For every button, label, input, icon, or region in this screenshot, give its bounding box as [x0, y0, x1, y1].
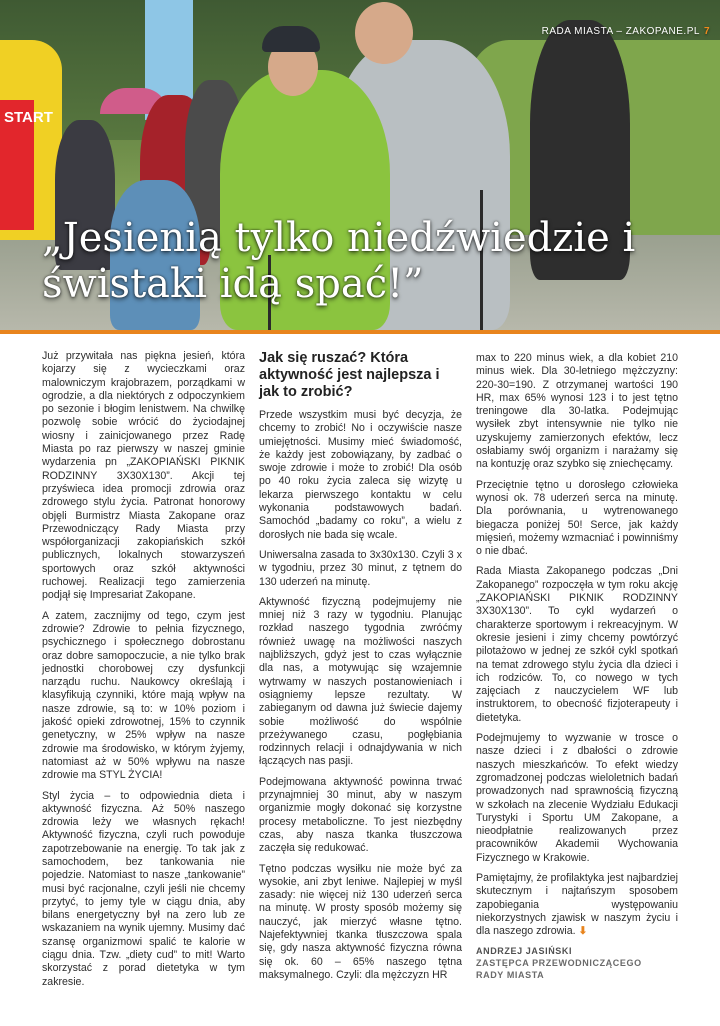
paragraph: A zatem, zacznijmy od tego, czym jest zdrowie? Zdrowie to pełnia fizycznego, psychicznego i społecznego dobrostanu oraz dobre samopoczucie, a nie tylko brak jednostki chorobowej czy dysfunkcji narządu ruchu. Naukowcy określają i klasyfikują czynniki, które mają wpływ na nasze zdrowie, są to: w 10% poziom i jakość opieki zdrowotnej, 15% to czynnik genetyczny, w 25% wpływ na nasze zdrowie ma środowisko, w którym żyjemy, natomiast aż w 50% wpływu na nasze zdrowie ma STYL ŻYCIA!: [42, 609, 245, 782]
cap: [262, 26, 320, 52]
paragraph: Podejmujemy to wyzwanie w trosce o nasze dzieci i z dbałości o zdrowie naszych mieszkańców. To efekt wiedzy zgromadzonej podczas wieloletnich badań prowadzonych nad sprawnością fizyczną w szkołach na zlecenie Wydziału Edukacji Turystyki i Sportu UM Zakopane, a nieodpłatnie realizowanych przez pracowników Akademii Wychowania Fizycznego w Krakowie.: [476, 732, 678, 864]
author-role: ZASTĘPCA PRZEWODNICZĄCEGO: [476, 958, 642, 969]
article-title: „Jesienią tylko niedźwiedzie i świstaki idą spać!”: [42, 215, 636, 307]
column-2: [259, 350, 462, 989]
page-header: [542, 26, 710, 37]
paragraph: Rada Miasta Zakopanego podczas „Dni Zakopanego” rozpoczęła w tym roku akcję „ZAKOPIAŃSKI PIKNIK RODZINNY 3X30X130”. To cykl wydarzeń o charakterze sportowym i rekreacyjnym. W okresie jesieni i zimy chcemy powtórzyć pilotażowo w jednej ze szkół cykl spotkań na temat zdrowego stylu życia dla dzieci i ich rodziców. To, co nowego w tych zajęciach z nauczycielem WF lub instruktorem, to obecność fizjoterapeuty i dietetyka.: [476, 565, 678, 724]
paragraph-last: [476, 872, 678, 938]
paragraph-text: Pamiętajmy, że profilaktyka jest najbardziej skutecznym i najtańszym sposobem zapobiegania występowaniu niekorzystnych zjawisk w naszym życiu i dla naszego zdrowia.: [476, 871, 678, 938]
paragraph: Aktywność fizyczną podejmujemy nie mniej niż 3 razy w tygodniu. Planując rozkład naszego tygodnia zwróćmy również uwagę na możliwości naszych najbliższych, gdyż jest to czas wyłącznie dla nas, a motywując się wzajemnie wytrwamy w naszych postanowieniach i osiągniemy lepsze rezultaty. W zabieganym od dawna już świecie dajemy sobie możliwość do wspólnie przeżywanego czasu, pogłębiania rodzinnych relacji i odnajdywania w nich łączących nas pasji.: [259, 595, 462, 768]
paragraph: Uniwersalna zasada to 3x30x130. Czyli 3 x w tygodniu, przez 30 minut, z tętnem do 130 uderzeń na minutę.: [259, 548, 462, 588]
paragraph: Podejmowana aktywność powinna trwać przynajmniej 30 minut, aby w naszym organizmie mogły dokonać się korzystne procesy metaboliczne. To jest niezbędny czas, aby nasza tkanka tłuszczowa zaczęła się redukować.: [259, 775, 462, 855]
paragraph: Przede wszystkim musi być decyzja, że chcemy to zrobić! No i oczywiście nasze umiejętności. Musimy mieć świadomość, że każdy jest zobowiązany, by zadbać o swoje zdrowie i może to zrobić! Dla osób po 40 roku życia zaleca się wizytę u lekarza pierwszego kontaktu w celu wykonania podstawowych badań. Samochód „badamy co roku”, a wielu z dorosłych nie bada się wcale.: [259, 409, 462, 541]
hero-photo: [0, 0, 720, 330]
author-name: ANDRZEJ JASIŃSKI: [476, 946, 573, 957]
paragraph: Styl życia – to odpowiednia dieta i aktywność fizyczna. Aż 50% naszego zdrowia leży we własnych rękach! Aktywność fizyczna, czyli ruch powoduje zapotrzebowanie na energię. To tak jak z samochodem, bez tankowania nie pojedzie. Natomiast to nasze „tankowanie” musi być racjonalne, czyli jeśli nie chcemy przytyć, to jemy tyle w ciągu dnia, aby bilans energetyczny był na zero lub ze wskazaniem na wynik ujemny. Musimy dać szansę organizmowi spalić te kalorie w ciągu dnia. Tzw. „diety cud” to mit! Warto skorzystać z porad dietetyka w tym zakresie.: [42, 789, 245, 988]
header-text: RADA MIASTA – ZAKOPANE.PL: [541, 26, 700, 37]
column-3: [476, 352, 678, 981]
paragraph: Już przywitała nas piękna jesień, która kojarzy się z wycieczkami oraz malowniczym krajobrazem, porządkami w ogrodzie, a dla niektórych z odpoczynkiem po sezonie i błogim lenistwem. Na chwilkę pozwolę sobie wrócić do życiodajnej wiosny i zainicjowanego przez Radę Miasta po raz pierwszy w naszej gminie wydarzenia pn „ZAKOPIAŃSKI PIKNIK RODZINNY 3X30X130”. Akcji tej przyświeca idea promocji zdrowia oraz zdrowego stylu życia. Patronat honorowy objęli Burmistrz Miasta Zakopane oraz Przewodniczący Rady Miasta przy współorganizacji zakopiańskich szkół publicznych, lokalnych stowarzyszeń sportowych oraz szkół aktywności ruchowej. Realizacji tego zamierzenia podjął się Impresariat Zakopane.: [42, 350, 245, 602]
head: [355, 2, 413, 64]
accent-divider: [0, 330, 720, 334]
start-banner: [0, 40, 62, 240]
column-1: [42, 350, 245, 996]
author-role: RADY MIASTA: [476, 970, 545, 981]
arrow-down-icon: ⬇: [578, 925, 588, 938]
paragraph: max to 220 minus wiek, a dla kobiet 210 minus wiek. Dla 30-letniego mężczyzny: 220-30=190. Z otrzymanej wartości 190 HR, max 65% wynosi 123 i to jest tętno treningowe dla 30-latka. Podejmując wysiłek zbyt intensywnie nie tylko nie uzyskujemy zamierzonych efektów, lecz osłabiamy swój organizm i narażamy się na kontuzję oraz szybko się zniechęcamy.: [476, 352, 678, 471]
author-signature: [476, 945, 678, 981]
page-number: 7: [703, 26, 710, 37]
subheading: Jak się ruszać? Która aktywność jest najlepsza i jak to zrobić?: [259, 350, 440, 400]
paragraph: Tętno podczas wysiłku nie może być za wysokie, ani zbyt leniwe. Najlepiej w myśl zasady: nie więcej niż 130 uderzeń serca na minutę. W prosty sposób możemy się nauczyć, jak mierzyć własne tętno. Najefektywniej tkanka tłuszczowa spala się, gdy nasza aktywność fizyczna równa się ok. 60 – 65% naszego tętna maksymalnego. Czyli: dla mężczyzn HR: [259, 862, 462, 981]
paragraph: Przeciętnie tętno u dorosłego człowieka wynosi ok. 78 uderzeń serca na minutę. Dla porównania, u wytrenowanego biegacza poniżej 50! Serce, jak każdy mięsień, możemy wzmacniać i powinniśmy o nie dbać.: [476, 478, 678, 558]
start-banner-text: START: [4, 109, 53, 126]
